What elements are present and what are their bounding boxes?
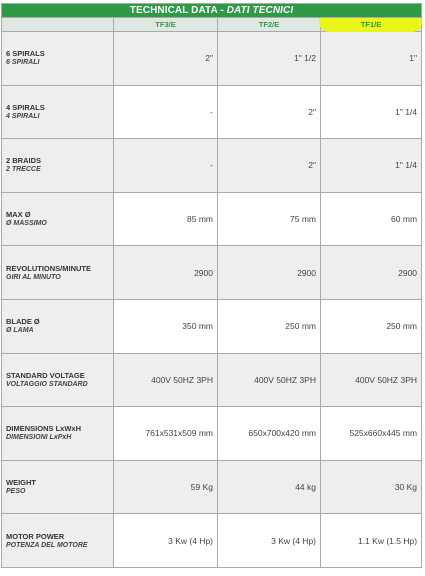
value-cell-tf1e: 525x660x445 mm [321,407,422,461]
value-cell-tf2e: 250 mm [218,299,321,353]
row-label [2,353,114,407]
value-cell-tf3e: 350 mm [114,299,218,353]
row-label-en: MOTOR POWER [6,531,65,541]
value-cell-tf2e: 75 mm [218,192,321,246]
row-label-en: WEIGHT [6,478,36,488]
row-label [2,514,114,568]
table-row [2,407,422,461]
row-label [2,139,114,193]
row-label-en: MAX Ø [6,210,31,220]
value-cell-tf3e: 400V 50HZ 3PH [114,353,218,407]
value-cell-tf2e: 44 kg [218,460,321,514]
table-title-it: DATI TECNICI [226,5,294,16]
value-cell-tf1e: 1" 1/4 [321,85,422,139]
table-row [2,32,422,86]
table-row [2,85,422,139]
model-header-tf2e: TF2/E [218,18,321,32]
value-cell-tf3e: - [114,85,218,139]
row-label [2,32,114,86]
value-cell-tf1e: 1.1 Kw (1.5 Hp) [321,514,422,568]
row-label-it: GIRI AL MINUTO [6,273,61,281]
row-label-en: DIMENSIONS LxWxH [6,424,82,434]
model-header-row [2,18,422,32]
model-header-tf1e [321,18,422,32]
table-body [2,32,422,568]
value-cell-tf3e: 3 Kw (4 Hp) [114,514,218,568]
row-label [2,299,114,353]
row-label-it: POTENZA DEL MOTORE [6,541,88,549]
row-label-it: PESO [6,488,26,496]
table-row [2,514,422,568]
row-label-it: 4 SPIRALI [6,112,40,120]
value-cell-tf1e: 60 mm [321,192,422,246]
value-cell-tf2e: 2900 [218,246,321,300]
value-cell-tf2e: 650x700x420 mm [218,407,321,461]
row-label [2,85,114,139]
row-label-it: Ø LAMA [6,327,34,335]
row-label-en: 2 BRAIDS [6,156,42,166]
value-cell-tf1e: 2900 [321,246,422,300]
value-cell-tf2e: 1" 1/2 [218,32,321,86]
row-label-en: 6 SPIRALS [6,49,45,59]
row-label-en: 4 SPIRALS [6,102,45,112]
value-cell-tf3e: - [114,139,218,193]
table-row [2,192,422,246]
table-row [2,299,422,353]
row-label-it: DIMENSIONI LxPxH [6,434,72,442]
table-row [2,139,422,193]
table-title [2,4,422,18]
row-label-it: Ø MASSIMO [6,220,47,228]
row-label [2,407,114,461]
value-cell-tf1e: 1" [321,32,422,86]
row-label [2,460,114,514]
value-cell-tf1e: 30 Kg [321,460,422,514]
value-cell-tf3e: 2" [114,32,218,86]
model-header-tf1e-label: TF1/E [360,20,382,29]
value-cell-tf1e: 1" 1/4 [321,139,422,193]
value-cell-tf1e: 400V 50HZ 3PH [321,353,422,407]
value-cell-tf1e: 250 mm [321,299,422,353]
row-label-it: 6 SPIRALI [6,59,40,67]
table-row [2,353,422,407]
row-label [2,246,114,300]
technical-data-table [1,3,422,568]
table-title-en: TECHNICAL DATA - [129,5,227,16]
row-label-en: STANDARD VOLTAGE [6,370,85,380]
model-header-tf3e: TF3/E [114,18,218,32]
table-title-row [2,4,422,18]
value-cell-tf2e: 2" [218,139,321,193]
table-row [2,460,422,514]
table-row [2,246,422,300]
value-cell-tf2e: 400V 50HZ 3PH [218,353,321,407]
value-cell-tf3e: 85 mm [114,192,218,246]
row-label [2,192,114,246]
row-label-it: VOLTAGGIO STANDARD [6,380,88,388]
header-empty-cell [2,18,114,32]
row-label-it: 2 TRECCE [6,166,41,174]
row-label-en: BLADE Ø [6,317,40,327]
value-cell-tf3e: 59 Kg [114,460,218,514]
value-cell-tf3e: 2900 [114,246,218,300]
value-cell-tf2e: 3 Kw (4 Hp) [218,514,321,568]
row-label-en: REVOLUTIONS/MINUTE [6,263,92,273]
value-cell-tf2e: 2" [218,85,321,139]
value-cell-tf3e: 761x531x509 mm [114,407,218,461]
